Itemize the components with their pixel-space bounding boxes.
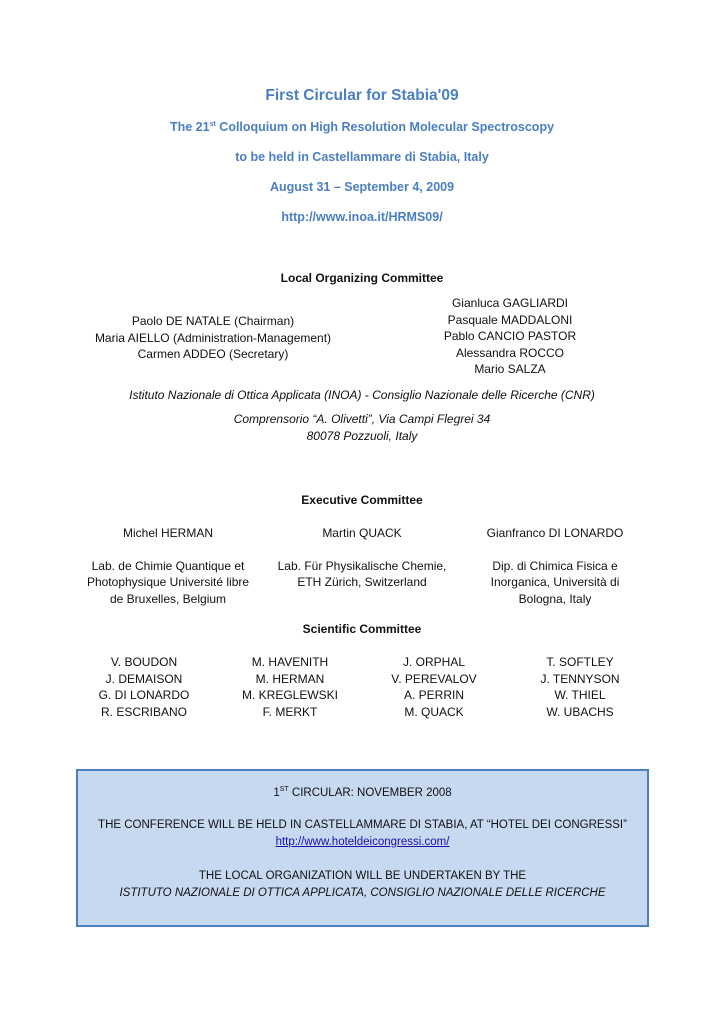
scientific-committee-column <box>362 654 506 720</box>
executive-member-affiliation: Inorganica, Università di <box>490 575 620 589</box>
executive-member-name: Martin QUACK <box>322 526 402 540</box>
scientific-member: V. BOUDON <box>110 655 178 669</box>
executive-member-affiliation: Photophysique Université libre <box>86 575 250 589</box>
address-line-2: 80078 Pozzuoli, Italy <box>306 429 418 443</box>
circular-number: 1 <box>273 787 280 799</box>
scientific-member: J. TENNYSON <box>540 671 620 686</box>
executive-member-affiliation: Lab. Für Physikalische Chemie, <box>277 558 447 573</box>
executive-member-name: Gianfranco DI LONARDO <box>486 526 624 540</box>
scientific-member: M. HERMAN <box>255 671 325 686</box>
scientific-member: M. HAVENITH <box>251 655 329 669</box>
executive-member-affiliation: Lab. de Chimie Quantique et <box>91 558 245 573</box>
local-member: Paolo DE NATALE (Chairman) <box>131 314 295 328</box>
colloquium-ordinal-suffix: st <box>209 120 216 128</box>
scientific-member: J. DEMAISON <box>105 671 183 686</box>
institute-name: Istituto Nazionale di Ottica Applicata (INOA) - Consiglio Nazionale delle Ricerche (CNR) <box>129 388 595 402</box>
executive-member-affiliation: ETH Zürich, Switzerland <box>297 575 427 589</box>
local-committee-heading: Local Organizing Committee <box>280 271 444 285</box>
scientific-member: F. MERKT <box>262 704 318 719</box>
address-line-1: Comprensorio “A. Olivetti”, Via Campi Flegrei 34 <box>233 412 491 426</box>
executive-member-affiliation: Bologna, Italy <box>518 591 592 606</box>
scientific-committee-column <box>72 654 216 720</box>
scientific-member: T. SOFTLEY <box>546 655 614 669</box>
colloquium-line <box>0 120 724 134</box>
scientific-committee-column <box>508 654 652 720</box>
scientific-member: M. KREGLEWSKI <box>241 688 339 702</box>
local-member: Carmen ADDEO (Secretary) <box>137 347 289 361</box>
local-member: Pablo CANCIO PASTOR <box>443 329 577 343</box>
local-member: Gianluca GAGLIARDI <box>451 296 569 310</box>
scientific-member: V. PEREVALOV <box>391 671 477 686</box>
scientific-member: W. UBACHS <box>546 704 614 719</box>
local-member: Pasquale MADDALONI <box>447 312 573 327</box>
executive-member <box>78 525 258 607</box>
local-member: Maria AIELLO (Administration-Management) <box>94 330 332 345</box>
colloquium-prefix: The 21 <box>169 120 210 134</box>
executive-member-affiliation: de Bruxelles, Belgium <box>109 591 227 606</box>
circular-date-line <box>78 785 647 802</box>
circular-ordinal-suffix: ST <box>279 786 289 794</box>
location-line: to be held in Castellammare di Stabia, Italy <box>235 150 489 164</box>
scientific-member: R. ESCRIBANO <box>100 704 187 719</box>
scientific-member: M. QUACK <box>404 704 464 719</box>
executive-member-name: Michel HERMAN <box>122 526 213 540</box>
scientific-member: A. PERRIN <box>403 688 464 702</box>
local-committee-right-column <box>410 295 610 378</box>
conference-url[interactable]: http://www.inoa.it/HRMS09/ <box>281 210 443 224</box>
executive-member-affiliation: Dip. di Chimica Fisica e <box>492 558 618 573</box>
executive-committee-heading: Executive Committee <box>301 493 423 507</box>
scientific-member: G. DI LONARDO <box>98 688 190 702</box>
local-member: Alessandra ROCCO <box>455 345 565 360</box>
local-member: Mario SALZA <box>474 362 546 376</box>
venue-line: THE CONFERENCE WILL BE HELD IN CASTELLAMMARE DI STABIA, AT “HOTEL DEI CONGRESSI” <box>98 819 627 831</box>
colloquium-name: Colloquium on High Resolution Molecular Spectroscopy <box>215 120 555 134</box>
scientific-member: J. ORPHAL <box>402 655 465 669</box>
venue-link-line <box>78 834 647 851</box>
dates-line: August 31 – September 4, 2009 <box>269 180 455 194</box>
scientific-member: W. THIEL <box>554 688 606 702</box>
executive-member <box>272 525 452 591</box>
scientific-committee-column <box>218 654 362 720</box>
organization-institute-line: ISTITUTO NAZIONALE DI OTTICA APPLICATA, CONSIGLIO NAZIONALE DELLE RICERCHE <box>119 887 606 899</box>
local-committee-left-column <box>62 313 364 363</box>
organization-line: THE LOCAL ORGANIZATION WILL BE UNDERTAKEN BY THE <box>198 870 527 882</box>
hotel-website-link[interactable]: http://www.hoteldeicongressi.com/ <box>275 836 450 848</box>
circular-notice-box <box>76 769 649 927</box>
circular-date: CIRCULAR: NOVEMBER 2008 <box>288 787 452 799</box>
scientific-committee-heading: Scientific Committee <box>302 622 422 636</box>
document-title: First Circular for Stabia'09 <box>265 87 459 104</box>
executive-member <box>465 525 645 607</box>
